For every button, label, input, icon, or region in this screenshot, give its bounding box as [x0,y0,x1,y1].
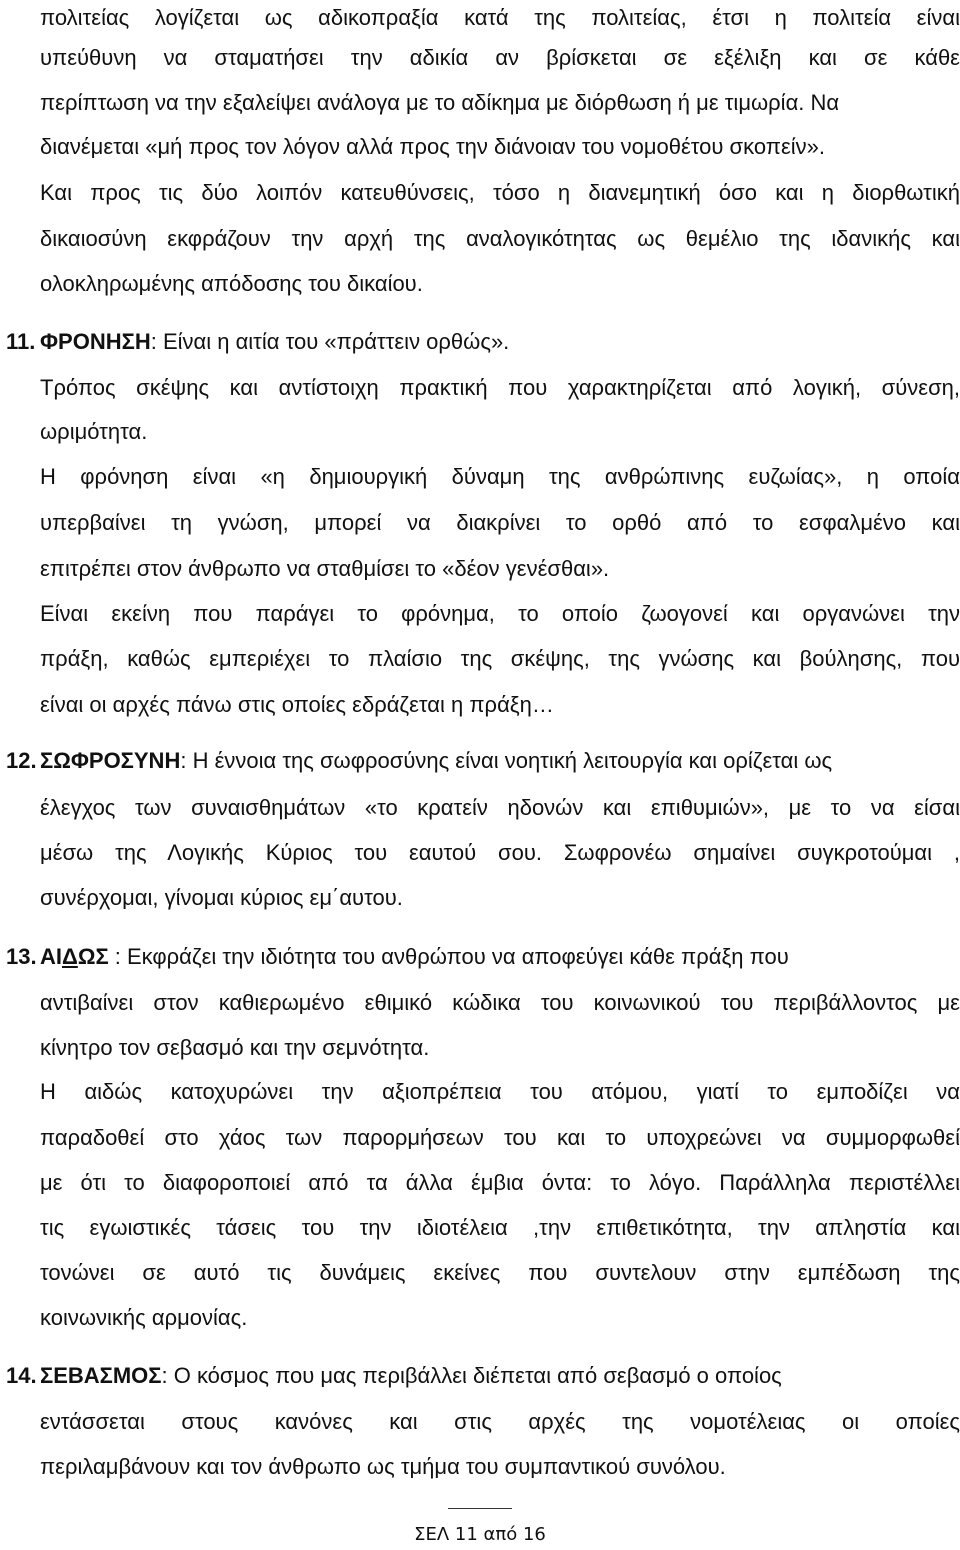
section-term: ΑΙΔΩΣ [40,944,109,969]
section-heading-13 [6,943,926,971]
paragraph-line: ωριμότητα. [40,419,148,444]
section-heading-14 [6,1362,926,1390]
paragraph-line: συνέρχομαι, γίνομαι κύριος εμ΄αυτου. [40,885,403,910]
paragraph-line: κοινωνικής αρμονίας. [40,1305,248,1330]
paragraph-line: μέσω της Λογικής Κύριος του εαυτού σου. Σωφρονέω σημαίνει συγκροτούμαι , [40,840,960,865]
section-number: 14. [6,1363,37,1388]
section-heading-11 [6,328,926,356]
paragraph-line: διανέμεται «μή προς τον λόγον αλλά προς την διάνοιαν του νομοθέτου σκοπείν». [40,134,825,159]
section-heading-text: : Εκφράζει την ιδιότητα του ανθρώπου να αποφεύγει κάθε πράξη που [108,944,789,969]
paragraph-line: κίνητρο τον σεβασμό και την σεμνότητα. [40,1035,430,1060]
paragraph-line: ολοκληρωμένης απόδοσης του δικαίου. [40,271,423,296]
paragraph-line: αντιβαίνει στον καθιερωμένο εθιμικό κώδικα του κοινωνικού του περιβάλλοντος με [40,990,960,1015]
paragraph-line: περίπτωση να την εξαλείψει ανάλογα με το αδίκημα με διόρθωση ή με τιμωρία. Να [40,90,840,115]
paragraph-line: πολιτείας λογίζεται ως αδικοπραξία κατά της πολιτείας, έτσι η πολιτεία είναι [40,5,960,30]
paragraph-line: υπεύθυνη να σταματήσει την αδικία αν βρίσκεται σε εξέλιξη και σε κάθε [40,45,960,70]
paragraph-line: δικαιοσύνη εκφράζουν την αρχή της αναλογικότητας ως θεμέλιο της ιδανικής και [40,226,960,251]
paragraph-line: τις εγωιστικές τάσεις του την ιδιοτέλεια ,την επιθετικότητα, την απληστία και [40,1215,960,1240]
paragraph-line: με ότι το διαφοροποιεί από τα άλλα έμβια όντα: το λόγο. Παράλληλα περιστέλλει [40,1170,960,1195]
paragraph-line: Τρόπος σκέψης και αντίστοιχη πρακτική που χαρακτηρίζεται από λογική, σύνεση, [40,375,960,400]
paragraph-line: έλεγχος των συναισθημάτων «το κρατείν ηδονών και επιθυμιών», με το να είσαι [40,795,960,820]
paragraph-line: περιλαμβάνουν και τον άνθρωπο ως τμήμα του συμπαντικού συνόλου. [40,1454,726,1479]
paragraph-line: επιτρέπει στον άνθρωπο να σταθμίσει το «δέον γενέσθαι». [40,556,610,581]
paragraph-line: εντάσσεται στους κανόνες και στις αρχές της νομοτέλειας οι οποίες [40,1409,960,1434]
paragraph-line: Η αιδώς κατοχυρώνει την αξιοπρέπεια του ατόμου, γιατί το εμποδίζει να [40,1079,960,1104]
section-term: ΦΡΟΝΗΣΗ [40,329,151,354]
paragraph-line: τονώνει σε αυτό τις δυνάμεις εκείνες που συντελουν στην εμπέδωση της [40,1260,960,1285]
section-term: ΣΩΦΡΟΣΥΝΗ [40,748,181,773]
section-number: 12. [6,748,37,773]
paragraph-line: παραδοθεί στο χάος των παρορμήσεων του και το υποχρεώνει να συμμορφωθεί [40,1125,960,1150]
section-number: 13. [6,944,37,969]
paragraph-line: Είναι εκείνη που παράγει το φρόνημα, το οποίο ζωογονεί και οργανώνει την [40,601,960,626]
paragraph-line: υπερβαίνει τη γνώση, μπορεί να διακρίνει το ορθό από το εσφαλμένο και [40,510,960,535]
paragraph-line: Η φρόνηση είναι «η δημιουργική δύναμη της ανθρώπινης ευζωίας», η οποία [40,464,960,489]
section-term: ΣΕΒΑΣΜΟΣ [40,1363,162,1388]
section-heading-text: : Ο κόσμος που μας περιβάλλει διέπεται από σεβασμό ο οποίος [161,1363,782,1388]
paragraph-line: πράξη, καθώς εμπεριέχει το πλαίσιο της σκέψης, της γνώσης και βούλησης, που [40,646,960,671]
section-heading-12 [6,747,926,775]
paragraph-line: Και προς τις δύο λοιπόν κατευθύνσεις, τόσο η διανεμητική όσο και η διορθωτική [40,180,960,205]
footer-rule [448,1508,512,1509]
paragraph-line: είναι οι αρχές πάνω στις οποίες εδράζεται η πράξη… [40,692,554,717]
page-number-footer: ΣΕΛ 11 από 16 [414,1524,546,1545]
section-number: 11. [6,329,36,354]
section-heading-text: : Η έννοια της σωφροσύνης είναι νοητική λειτουργία και ορίζεται ως [180,748,833,773]
section-heading-text: : Είναι η αιτία του «πράττειν ορθώς». [150,329,510,354]
